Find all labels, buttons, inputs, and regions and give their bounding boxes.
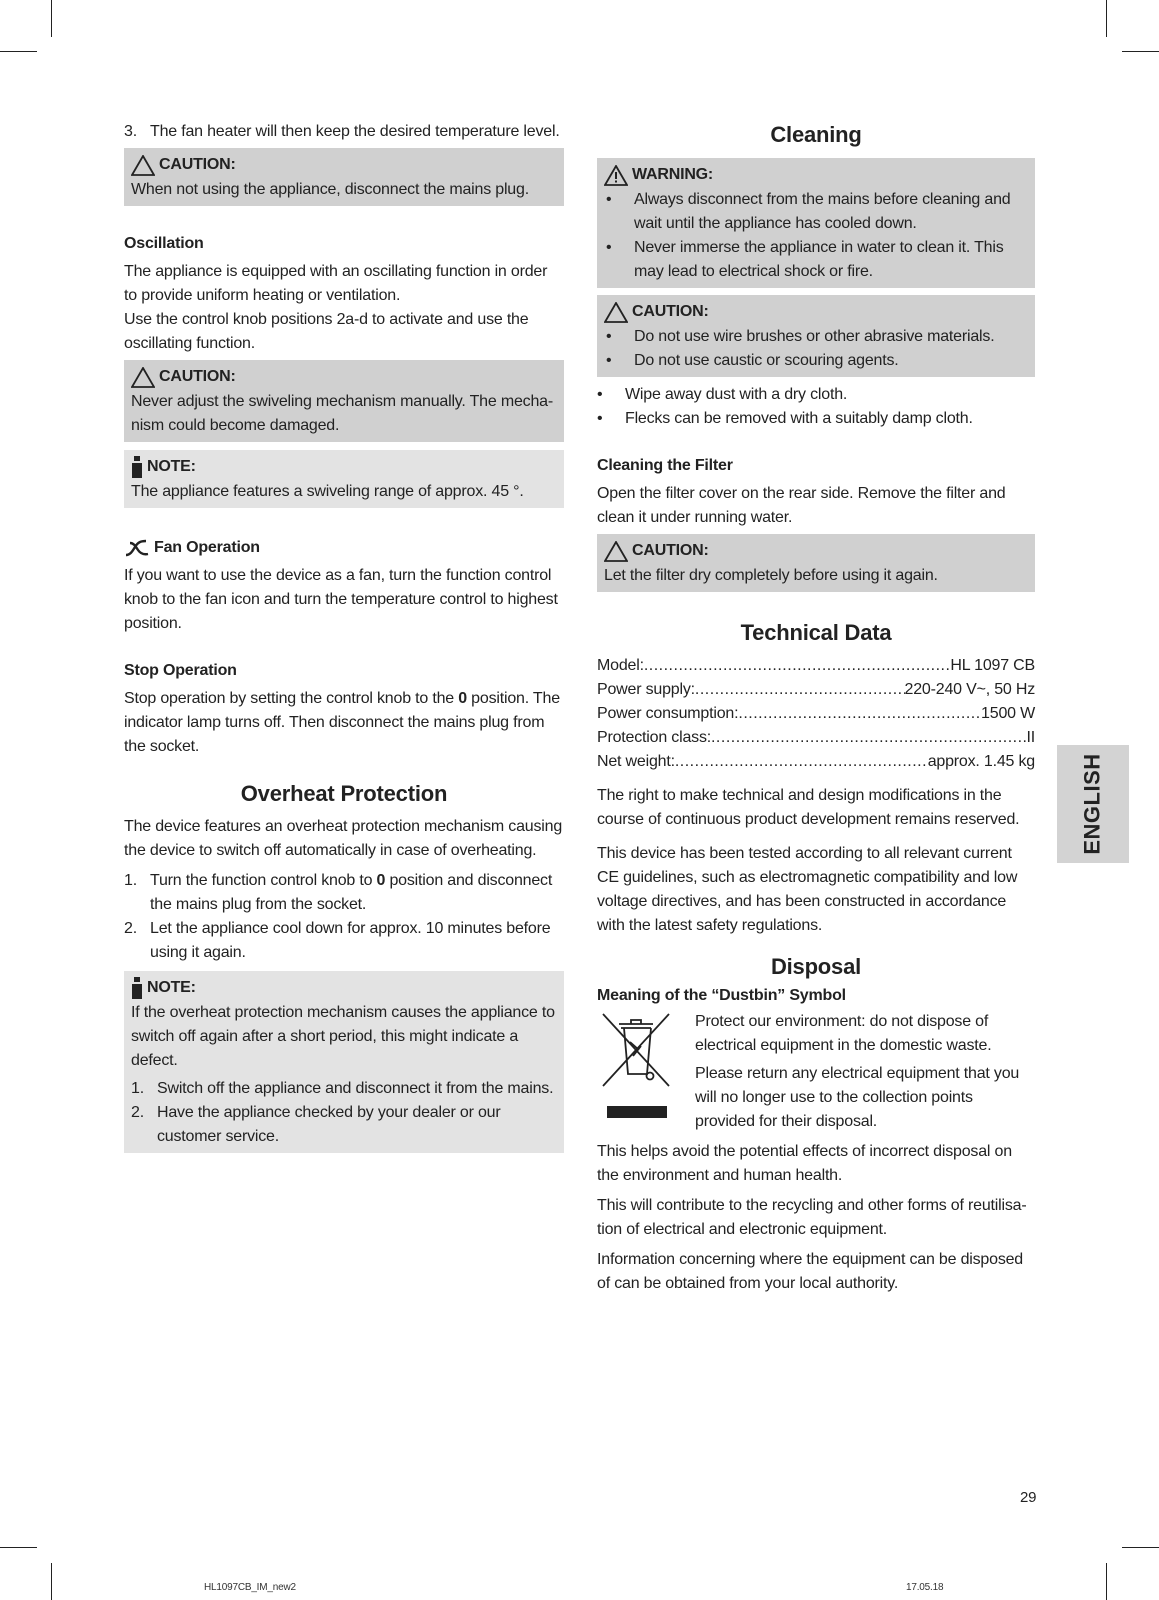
caution-label: CAUTION: (159, 156, 236, 173)
step-number: 2. (131, 1104, 144, 1121)
tech-row (597, 726, 1035, 750)
step-text: The fan heater will then keep the desired temperature level. (150, 123, 560, 140)
stop-operation-heading: Stop Operation (124, 662, 237, 679)
crop-mark (1106, 0, 1107, 37)
bullet: • (606, 239, 612, 256)
note-title (131, 454, 557, 480)
note-box (124, 971, 564, 1153)
caution-title (131, 152, 557, 178)
list-item (604, 188, 1028, 236)
dustbin-symbol-heading: Meaning of the “Dustbin” Symbol (597, 987, 846, 1004)
tech-value: approx. 1.45 kg (927, 753, 1035, 770)
leader-dots (644, 654, 951, 678)
caution-box (597, 534, 1035, 592)
language-tab-label: ENGLISH (1080, 753, 1106, 855)
disposal-heading: Disposal (770, 954, 862, 979)
tech-row (597, 750, 1035, 774)
fan-operation-text: If you want to use the device as a fan, turn the function control knob to the fan icon and turn the temperature control to highest position. (124, 567, 558, 632)
warning-title (604, 162, 1028, 188)
footer-filename: HL1097CB_IM_new2 (204, 1582, 296, 1593)
stop-operation-text (124, 687, 564, 759)
disposal-block (597, 1010, 1035, 1134)
tech-value: 220-240 V~, 50 Hz (904, 681, 1035, 698)
bullet: • (606, 352, 612, 369)
list-item-text: Always disconnect from the mains before cleaning and wait until the appliance has cooled down. (634, 191, 1011, 232)
note-box (124, 450, 564, 508)
list-item (604, 236, 1028, 284)
caution-label: CAUTION: (632, 542, 709, 559)
caution-triangle-icon (131, 367, 155, 388)
step-number: 3. (124, 123, 137, 140)
step-text (150, 869, 564, 917)
list-item-text: Flecks can be removed with a suitably damp cloth. (625, 410, 973, 427)
fan-icon (124, 538, 150, 558)
info-icon (131, 977, 143, 999)
crop-mark (1106, 1563, 1107, 1600)
caution-title (604, 299, 1028, 325)
caution-label: CAUTION: (632, 303, 709, 320)
info-icon (131, 456, 143, 478)
note-step-1 (131, 1077, 557, 1101)
crop-mark (51, 1563, 52, 1600)
leader-dots (695, 678, 905, 702)
list-item-text: Do not use caustic or scouring agents. (634, 352, 899, 369)
left-column (124, 120, 564, 1153)
step-text-part: Turn the function control knob to (150, 872, 377, 889)
note-title (131, 975, 557, 1001)
overheat-step-1 (124, 869, 564, 917)
step-3 (124, 120, 564, 144)
caution-text: When not using the appliance, disconnect the mains plug. (131, 181, 529, 198)
leader-dots (711, 726, 1027, 750)
tech-row (597, 702, 1035, 726)
tech-row (597, 678, 1035, 702)
oscillation-text-2: Use the control knob positions 2a-d to activate and use the oscillating function. (124, 311, 529, 352)
bullet: • (606, 328, 612, 345)
caution-box (597, 295, 1035, 377)
disposal-text-1: Protect our environment: do not dispose of electrical equipment in the domestic waste. (695, 1013, 992, 1054)
list-item (604, 349, 1028, 373)
disposal-texts (695, 1010, 1035, 1134)
caution-text: Let the filter dry completely before using it again. (604, 567, 938, 584)
list-item-text: Never immerse the appliance in water to clean it. This may lead to electrical shock or fire. (634, 239, 1004, 280)
crop-mark (1122, 1547, 1159, 1548)
caution-text: Never adjust the swiveling mechanism manually. The mecha-nism could become damaged. (131, 393, 553, 434)
caution-box (124, 148, 564, 206)
list-item-text: Wipe away dust with a dry cloth. (625, 386, 848, 403)
technical-data-table (597, 654, 1035, 774)
page-number: 29 (1020, 1489, 1037, 1506)
note-label: NOTE: (147, 979, 196, 996)
overheat-text: The device features an overheat protection mechanism causing the device to switch off automatically in case of overheating. (124, 818, 563, 859)
note-label: NOTE: (147, 458, 196, 475)
step-text-part: position and disconnect the mains plug from the socket. (150, 872, 553, 913)
list-item (597, 383, 1035, 407)
step-number: 1. (124, 872, 137, 889)
stop-text-bold: 0 (458, 690, 467, 707)
bullet: • (597, 386, 603, 403)
step-number: 2. (124, 920, 137, 937)
tech-note-1: The right to make technical and design modifications in the course of continuous product development remains reserved. (597, 787, 1020, 828)
crossed-out-wheelie-bin-icon (597, 1010, 687, 1122)
disposal-text-3: This helps avoid the potential effects of incorrect disposal on the environment and human health. (597, 1143, 1012, 1184)
crop-mark (0, 51, 37, 52)
tech-value: HL 1097 CB (950, 657, 1035, 674)
list-item (604, 325, 1028, 349)
caution-triangle-icon (604, 302, 628, 323)
leader-dots (738, 702, 981, 726)
overheat-protection-heading: Overheat Protection (240, 781, 448, 806)
crop-mark (51, 0, 52, 37)
stop-text-part: Stop operation by setting the control knob to the (124, 690, 459, 707)
overheat-step-2 (124, 917, 564, 965)
right-column (597, 120, 1035, 1296)
step-text: Have the appliance checked by your dealer or our customer service. (157, 1104, 501, 1145)
disposal-text-2: Please return any electrical equipment that you will no longer use to the collection points provided for their disposal. (695, 1065, 1020, 1130)
warning-label: WARNING: (632, 166, 714, 183)
cleaning-heading: Cleaning (770, 122, 862, 147)
step-text-bold: 0 (376, 872, 386, 889)
step-text: Let the appliance cool down for approx. 10 minutes before using it again. (150, 920, 551, 961)
warning-box (597, 158, 1035, 288)
tech-label: Power consumption: (597, 705, 739, 722)
disposal-text-4: This will contribute to the recycling and other forms of reutilisa-tion of electrical and electronic equipment. (597, 1197, 1027, 1238)
caution-triangle-icon (131, 155, 155, 176)
tech-row (597, 654, 1035, 678)
caution-triangle-icon (604, 541, 628, 562)
language-tab (1057, 745, 1129, 863)
cleaning-filter-heading: Cleaning the Filter (597, 457, 733, 474)
tech-label: Model: (597, 657, 644, 674)
footer-date: 17.05.18 (906, 1582, 944, 1593)
oscillation-heading: Oscillation (124, 235, 204, 252)
oscillation-text-1: The appliance is equipped with an oscillating function in order to provide uniform heating or ventilation. (124, 263, 548, 304)
tech-label: Power supply: (597, 681, 695, 698)
bullet: • (597, 410, 603, 427)
list-item-text: Do not use wire brushes or other abrasive materials. (634, 328, 995, 345)
disposal-text-5: Information concerning where the equipment can be disposed of can be obtained from your local authority. (597, 1251, 1024, 1292)
step-number: 1. (131, 1080, 144, 1097)
crop-mark (0, 1547, 37, 1548)
caution-label: CAUTION: (159, 368, 236, 385)
tech-value: II (1026, 729, 1035, 746)
note-text: If the overheat protection mechanism causes the appliance to switch off again after a short period, this might indicate a defect. (131, 1004, 555, 1069)
caution-title (604, 538, 1028, 564)
tech-label: Net weight: (597, 753, 675, 770)
tech-label: Protection class: (597, 729, 711, 746)
technical-data-heading: Technical Data (740, 620, 892, 645)
note-step-2 (131, 1101, 557, 1149)
step-text: Switch off the appliance and disconnect it from the mains. (157, 1080, 554, 1097)
caution-title (131, 364, 557, 390)
tech-value: 1500 W (981, 705, 1035, 722)
cleaning-filter-text: Open the filter cover on the rear side. Remove the filter and clean it under running water. (597, 485, 1006, 526)
warning-triangle-icon (604, 165, 628, 186)
fan-operation-label: Fan Operation (154, 539, 260, 556)
list-item (597, 407, 1035, 431)
note-text: The appliance features a swiveling range of approx. 45 °. (131, 483, 524, 500)
tech-note-2: This device has been tested according to all relevant current CE guidelines, such as electromagnetic compatibility and low voltage directives, and has been constructed in accordance with the latest safety regulations. (597, 845, 1018, 934)
bullet: • (606, 191, 612, 208)
crop-mark (1122, 51, 1159, 52)
fan-operation-heading (124, 536, 564, 560)
caution-box (124, 360, 564, 442)
stop-text-part: position. The indicator lamp turns off. Then disconnect the mains plug from the socket. (124, 690, 560, 755)
leader-dots (675, 750, 928, 774)
